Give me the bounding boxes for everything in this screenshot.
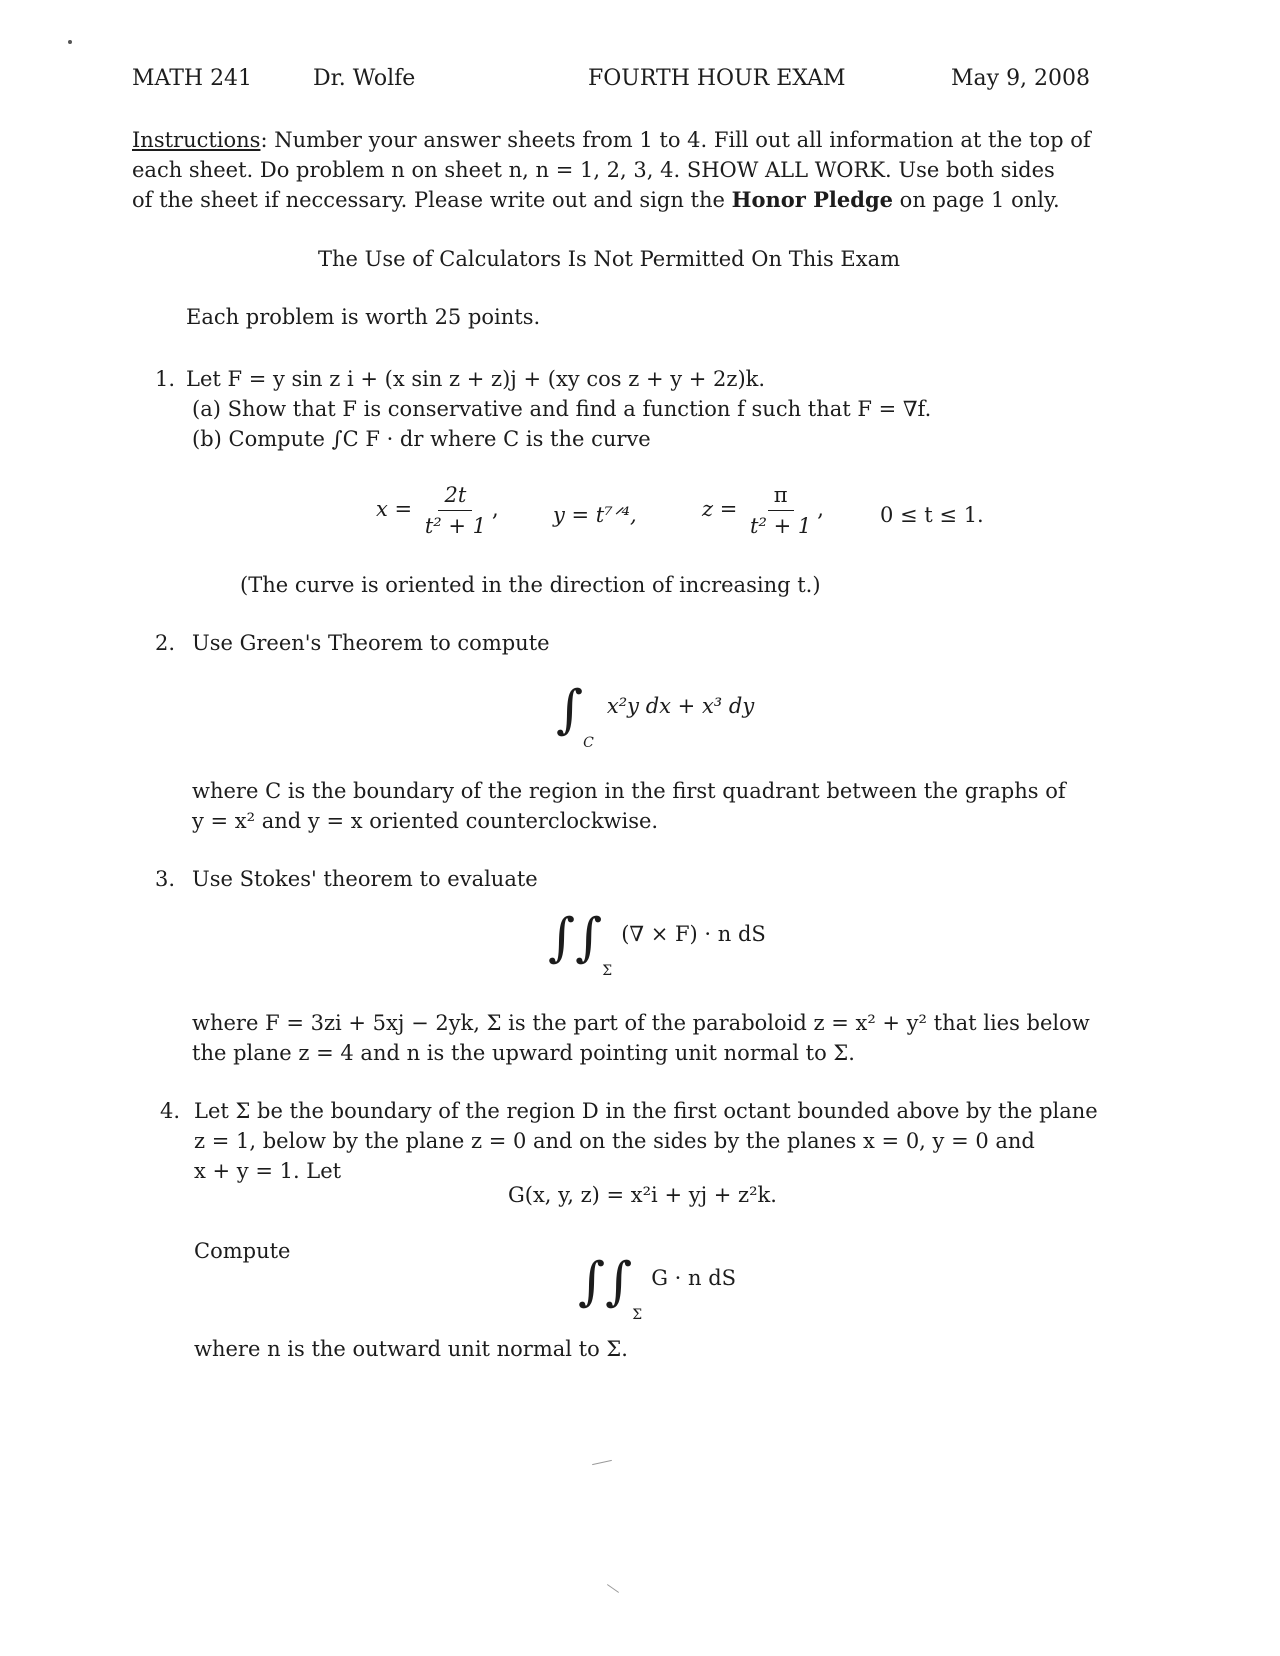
x-denominator: t² + 1 — [424, 514, 486, 538]
flux-integrand: G · n dS — [651, 1266, 737, 1290]
problem-3-where-1: where F = 3zi + 5xj − 2yk, Σ is the part of the paraboloid z = x² + y² that lies below — [192, 1011, 1090, 1035]
flux-integral — [578, 1252, 737, 1324]
scan-mark — [607, 1584, 619, 1593]
greens-integral — [556, 680, 755, 752]
problem-1a: (a) Show that F is conservative and find a function f such that F = ∇f. — [192, 397, 932, 421]
instructions-text-3a: of the sheet if neccessary. Please write out and sign the — [132, 188, 732, 212]
points-note: Each problem is worth 25 points. — [186, 305, 541, 329]
curve-y-equation: y = t⁷ᐟ⁴, — [553, 503, 637, 527]
calculator-note: The Use of Calculators Is Not Permitted On This Exam — [318, 247, 901, 271]
double-integral-sign: ∫∫ — [548, 908, 603, 968]
instructions-line-3 — [132, 185, 1060, 215]
problem-1-statement: Let F = y sin z i + (x sin z + z)j + (xy cos z + y + 2z)k. — [186, 367, 766, 391]
problem-1b: (b) Compute ∫C F · dr where C is the curve — [192, 427, 651, 451]
problem-3-statement: Use Stokes' theorem to evaluate — [192, 867, 538, 891]
exam-title: FOURTH HOUR EXAM — [588, 66, 846, 91]
problem-4-line-3: x + y = 1. Let — [194, 1159, 342, 1183]
problem-3-where-2: the plane z = 4 and n is the upward pointing unit normal to Σ. — [192, 1041, 855, 1065]
compute-label: Compute — [194, 1239, 291, 1263]
integral-subscript: C — [583, 735, 594, 752]
instructions-line-2: each sheet. Do problem n on sheet n, n = 1, 2, 3, 4. SHOW ALL WORK. Use both sides — [132, 158, 1055, 182]
instructions-text-3b: on page 1 only. — [893, 188, 1060, 212]
problem-2-where-2: y = x² and y = x oriented counterclockwise. — [192, 809, 659, 833]
scan-speck — [68, 40, 72, 44]
integral-subscript: Σ — [602, 963, 613, 980]
honor-pledge: Honor Pledge — [731, 187, 893, 212]
x-lhs: x = — [376, 497, 413, 521]
problem-4-line-1: Let Σ be the boundary of the region D in the first octant bounded above by the plane — [194, 1099, 1098, 1123]
stokes-integrand: (∇ × F) · n dS — [621, 922, 766, 946]
course-code: MATH 241 — [132, 66, 253, 91]
problem-3-number: 3. — [155, 867, 176, 891]
greens-integrand: x²y dx + x³ dy — [606, 694, 755, 718]
integral-sign: ∫ — [556, 680, 584, 740]
exam-date: May 9, 2008 — [951, 66, 1091, 91]
problem-2-number: 2. — [155, 631, 176, 655]
curve-orientation-note: (The curve is oriented in the direction of increasing t.) — [240, 573, 821, 597]
problem-4-number: 4. — [160, 1099, 181, 1123]
parameter-range: 0 ≤ t ≤ 1. — [880, 503, 984, 527]
integral-subscript: Σ — [632, 1307, 643, 1324]
problem-2-statement: Use Green's Theorem to compute — [192, 631, 550, 655]
scan-mark — [592, 1460, 612, 1465]
instructions-line-1 — [132, 125, 1091, 155]
problem-4-where: where n is the outward unit normal to Σ. — [194, 1337, 628, 1361]
instructions-text-1: : Number your answer sheets from 1 to 4. Fill out all information at the top of — [260, 128, 1091, 152]
curve-x-equation: x = $\frac{2t}{\text{t² + 1}}$ , — [376, 483, 499, 538]
instructor-name: Dr. Wolfe — [313, 66, 416, 91]
z-numerator: π — [768, 482, 794, 511]
x-fraction — [419, 482, 492, 539]
double-integral-sign: ∫∫ — [578, 1252, 633, 1312]
curve-z-equation: z = $\frac{\pi}{\text{t² + 1}}$ , — [702, 483, 824, 538]
problem-1-number: 1. — [155, 367, 176, 391]
problem-4-line-2: z = 1, below by the plane z = 0 and on the sides by the planes x = 0, y = 0 and — [194, 1129, 1035, 1153]
problem-2-where-1: where C is the boundary of the region in the first quadrant between the graphs of — [192, 779, 1066, 803]
instructions-label: Instructions — [132, 128, 261, 152]
z-lhs: z = — [702, 497, 738, 521]
z-denominator: t² + 1 — [750, 514, 812, 538]
stokes-integral — [548, 908, 766, 980]
x-numerator: 2t — [438, 482, 472, 511]
z-fraction — [744, 482, 817, 539]
g-definition: G(x, y, z) = x²i + yj + z²k. — [508, 1183, 777, 1207]
